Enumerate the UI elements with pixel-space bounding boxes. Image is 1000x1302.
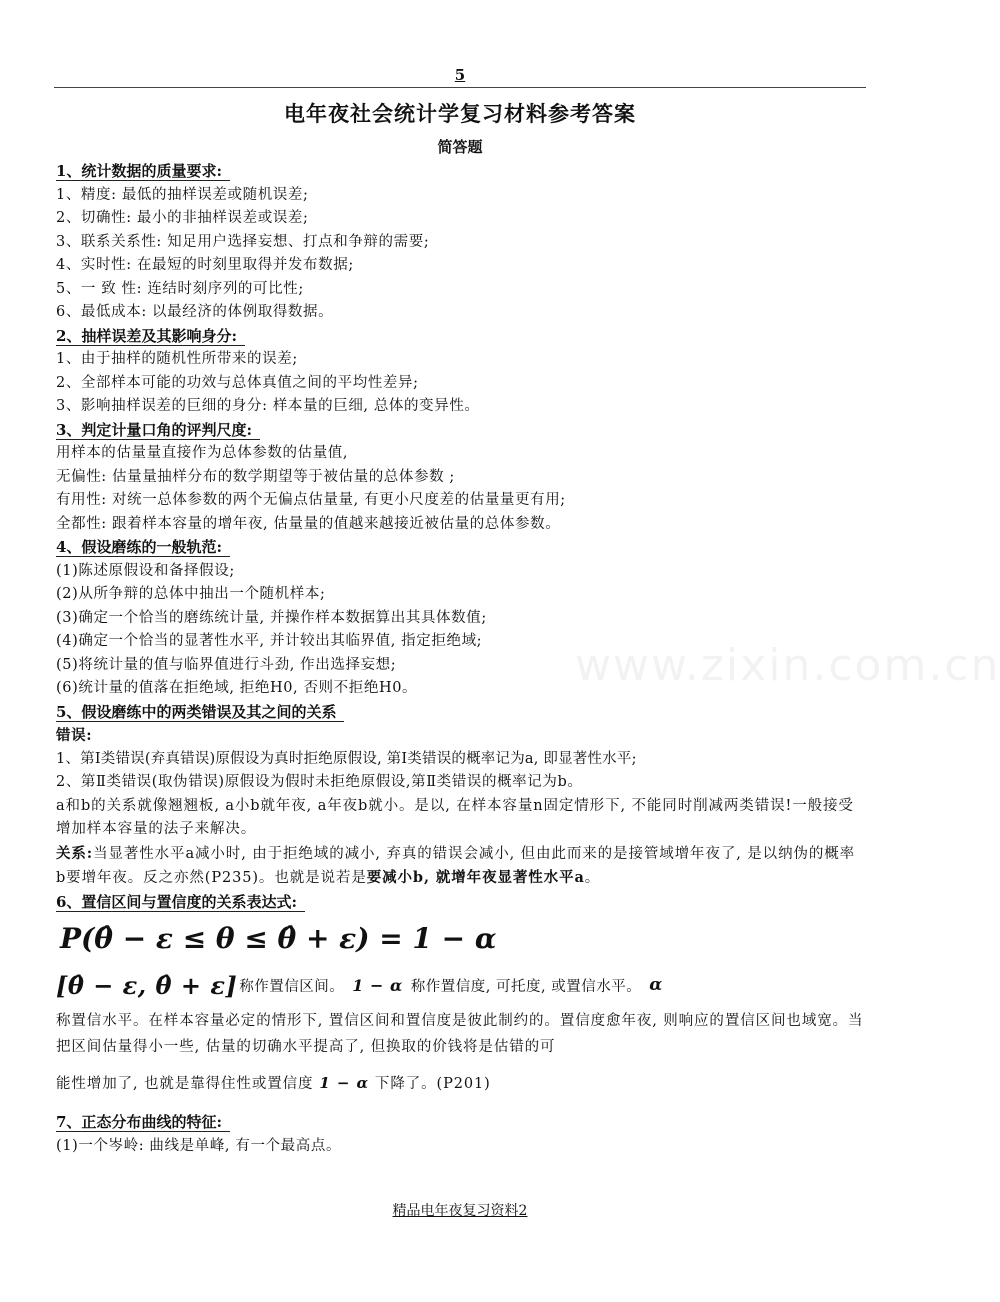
list-item: 2、全部样本可能的功效与总体真值之间的平均性差异; [56,374,419,391]
list-item: 2、第Ⅱ类错误(取伪错误)原假设为假时未拒绝原假设,第Ⅱ类错误的概率记为b。 [56,774,583,790]
header-rule [54,87,866,88]
section-heading: 4、假设磨练的一般轨范: [56,536,864,560]
list-item: (1)陈述原假设和备择假设; [56,562,235,579]
list-item: 无偏性: 估量量抽样分布的数学期望等于被估量的总体参数 ; [56,468,455,485]
interval-text: 称作置信区间。 [239,978,345,995]
alpha-symbol: α [649,975,663,995]
section-heading: 7、正态分布曲线的特征: [56,1111,864,1135]
para-text: 能性增加了, 也就是靠得住性或置信度 [56,1076,314,1092]
section-heading: 5、假设磨练中的两类错误及其之间的关系 [56,701,864,725]
relation-paragraph [56,842,864,891]
section-heading: 3、判定计量口角的评判尺度: [56,419,864,443]
section-heading: 2、抽样误差及其影响身分: [56,325,864,349]
footer-text: 精品电年夜复习资料2 [392,1203,528,1219]
interval-line [56,962,864,1008]
section-heading: 6、置信区间与置信度的关系表达式: [56,891,864,915]
list-item: (5)将统计量的值与临界值进行斗劲, 作出选择妄想; [56,656,397,673]
interval-formula: [θ̂ − ε, θ̂ + ε] [56,970,238,1000]
list-item: 1、由于抽样的随机性所带来的误差; [56,351,298,367]
section-heading: 1、统计数据的质量要求: [56,160,864,184]
document-subtitle: 简答题 [437,138,483,156]
section-4 [56,536,864,701]
document-title: 电年夜社会统计学复习材料参考答案 [284,101,636,126]
section-2 [56,325,864,419]
confidence-text: 称作置信度, 可托度, 或置信水平。 [410,978,642,995]
section-5 [56,701,864,891]
list-item: 全都性: 跟着样本容量的增年夜, 估量量的值越来越接近被估量的总体参数。 [56,515,561,532]
confidence-paragraph: 称置信水平。在样本容量必定的情形下, 置信区间和置信度是彼此制约的。置信度愈年夜, 则响应的置信区间也域宽。当把区间估量得小一些, 估量的切确水平提高了, 但换取的价钱将是估错的可 [56,1013,864,1055]
list-item: 1、第Ⅰ类错误(弃真错误)原假设为真时拒绝原假设, 第Ⅰ类错误的概率记为a, 即显著性水平; [56,750,637,767]
list-item: (4)确定一个恰当的显著性水平, 并计较出其临界值, 指定拒绝域; [56,633,483,649]
list-item: (3)确定一个恰当的磨练统计量, 并操作样本数据算出其具体数值; [56,609,487,626]
list-item: 有用性: 对统一总体参数的两个无偏点估量量, 有更小尺度差的估量量更有用; [56,492,566,508]
confidence-formula [56,914,864,962]
relation-text: 当显著性水平a减小时, 由于拒绝域的减小, 弃真的错误会减小, 但由此而来的是接管域增年夜了, 是以纳伪的概率b要增年夜。反之亦然(P235)。也就是说若是 [56,845,856,886]
relation-emphasis: 要减小b, 就增年夜显著性水平a [366,869,585,886]
relation-end: 。 [584,870,601,886]
list-item: (1)一个岑岭: 曲线是单峰, 有一个最高点。 [56,1137,342,1154]
list-item: 5、一 致 性: 连结时刻序列的可比性; [56,280,304,297]
one-minus-alpha: 1 − α [352,975,403,995]
document-body [56,160,864,1158]
list-item: 6、最低成本: 以最经济的体例取得数据。 [56,304,334,320]
relation-label: 关系: [56,844,94,862]
section-7 [56,1111,864,1158]
list-item: 1、精度: 最低的抽样误差或随机误差; [56,186,309,203]
ab-relation-paragraph: a和b的关系就像翘翘板, a小b就年夜, a年夜b就小。是以, 在样本容量n固定情形下, 不能同时削减两类错误!一般接受增加样本容量的法子来解决。 [56,797,854,837]
section-3 [56,419,864,537]
list-item: 3、影响抽样误差的巨细的身分: 样本量的巨细, 总体的变异性。 [56,398,480,414]
list-item: (6)统计量的值落在拒绝域, 拒绝H0, 否则不拒绝H0。 [56,680,418,696]
list-item: 用样本的估量量直接作为总体参数的估量值, [56,445,349,461]
error-label: 错误: [56,727,93,744]
list-item: 2、切确性: 最小的非抽样误差或误差; [56,210,309,226]
formula-text: P(θ̂ − ε ≤ θ ≤ θ̂ + ε) = 1 − α [60,921,497,955]
list-item: 4、实时性: 在最短的时刻里取得并发布数据; [56,257,354,273]
list-item: 3、联系关系性: 知足用户选择妄想、打点和争辩的需要; [56,233,430,250]
para-text: 下降了。(P201) [374,1076,491,1092]
watermark: www.zixin.com.cn [575,640,1000,691]
section-6 [56,891,864,1098]
section-1 [56,160,864,325]
list-item: (2)从所争辩的总体中抽出一个随机样本; [56,586,326,602]
one-minus-alpha: 1 − α [319,1074,369,1092]
page-number: 5 [454,66,466,84]
confidence-paragraph-end [56,1070,864,1097]
